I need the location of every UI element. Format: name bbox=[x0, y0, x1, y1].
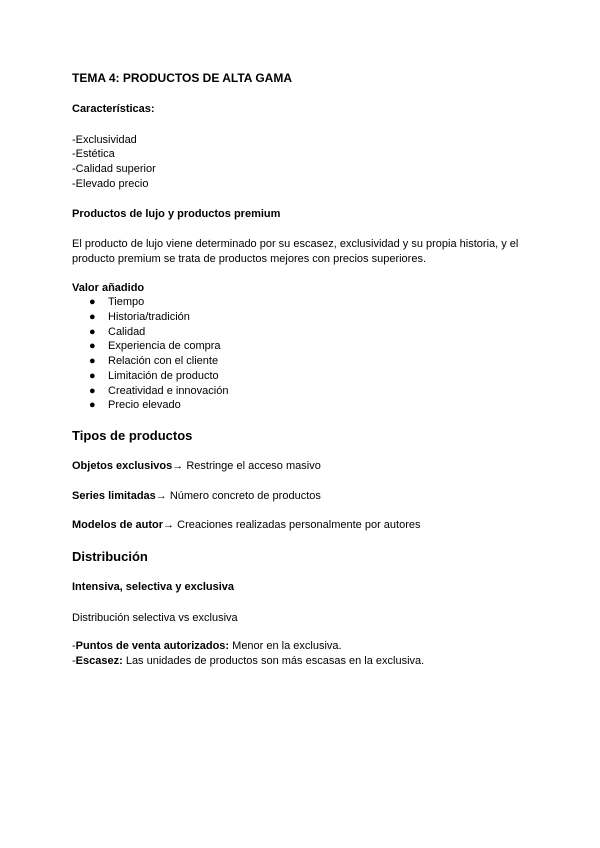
list-item: -Elevado precio bbox=[72, 177, 149, 190]
arrow-icon: → bbox=[172, 459, 184, 472]
list-item: -Estética bbox=[72, 148, 115, 161]
tipos-heading: Tipos de productos bbox=[72, 427, 193, 443]
bullet-icon: ● bbox=[89, 369, 96, 382]
document-page bbox=[72, 70, 532, 669]
tipo-item: Series limitadas→ Número concreto de productos bbox=[72, 489, 321, 502]
distribucion-point: -Escasez: Las unidades de productos son más escasas en la exclusiva. bbox=[72, 655, 425, 668]
arrow-icon: → bbox=[155, 489, 167, 502]
arrow-icon: → bbox=[163, 519, 175, 532]
caracteristicas-heading: Características: bbox=[72, 103, 155, 115]
distribucion-subheading: Intensiva, selectiva y exclusiva bbox=[72, 581, 235, 594]
bullet-icon: ● bbox=[89, 355, 96, 368]
distribucion-line: Distribución selectiva vs exclusiva bbox=[72, 611, 238, 624]
bullet-icon: ● bbox=[89, 311, 96, 324]
list-item: ● Precio elevado bbox=[89, 399, 181, 412]
bullet-icon: ● bbox=[89, 325, 96, 338]
lujo-paragraph: El producto de lujo viene determinado por su escasez, exclusividad y su propia historia, y el producto premium se trata de productos mejores con precios superiores. bbox=[72, 238, 519, 265]
list-item: ● Historia/tradición bbox=[89, 311, 190, 324]
bullet-icon: ● bbox=[89, 399, 96, 412]
valor-list bbox=[72, 295, 532, 413]
list-item: ● Tiempo bbox=[89, 296, 145, 309]
bullet-icon: ● bbox=[89, 384, 96, 397]
caracteristicas-list bbox=[72, 133, 532, 192]
bullet-icon: ● bbox=[89, 296, 96, 309]
valor-heading: Valor añadido bbox=[72, 281, 145, 294]
list-item: ● Creatividad e innovación bbox=[89, 384, 229, 397]
document-title: TEMA 4: PRODUCTOS DE ALTA GAMA bbox=[72, 71, 292, 85]
list-item: ● Relación con el cliente bbox=[89, 355, 219, 368]
bullet-icon: ● bbox=[89, 340, 96, 353]
list-item: -Calidad superior bbox=[72, 163, 156, 176]
list-item: ● Experiencia de compra bbox=[89, 340, 221, 353]
distribucion-heading: Distribución bbox=[72, 549, 148, 565]
distribucion-point: -Puntos de venta autorizados: Menor en la exclusiva. bbox=[72, 640, 342, 653]
tipo-item: Objetos exclusivos→ Restringe el acceso masivo bbox=[72, 459, 321, 472]
tipo-item: Modelos de autor→ Creaciones realizadas personalmente por autores bbox=[72, 519, 421, 532]
list-item: ● Limitación de producto bbox=[89, 369, 219, 382]
list-item: ● Calidad bbox=[89, 325, 146, 338]
lujo-heading: Productos de lujo y productos premium bbox=[72, 207, 281, 220]
list-item: -Exclusividad bbox=[72, 133, 137, 146]
